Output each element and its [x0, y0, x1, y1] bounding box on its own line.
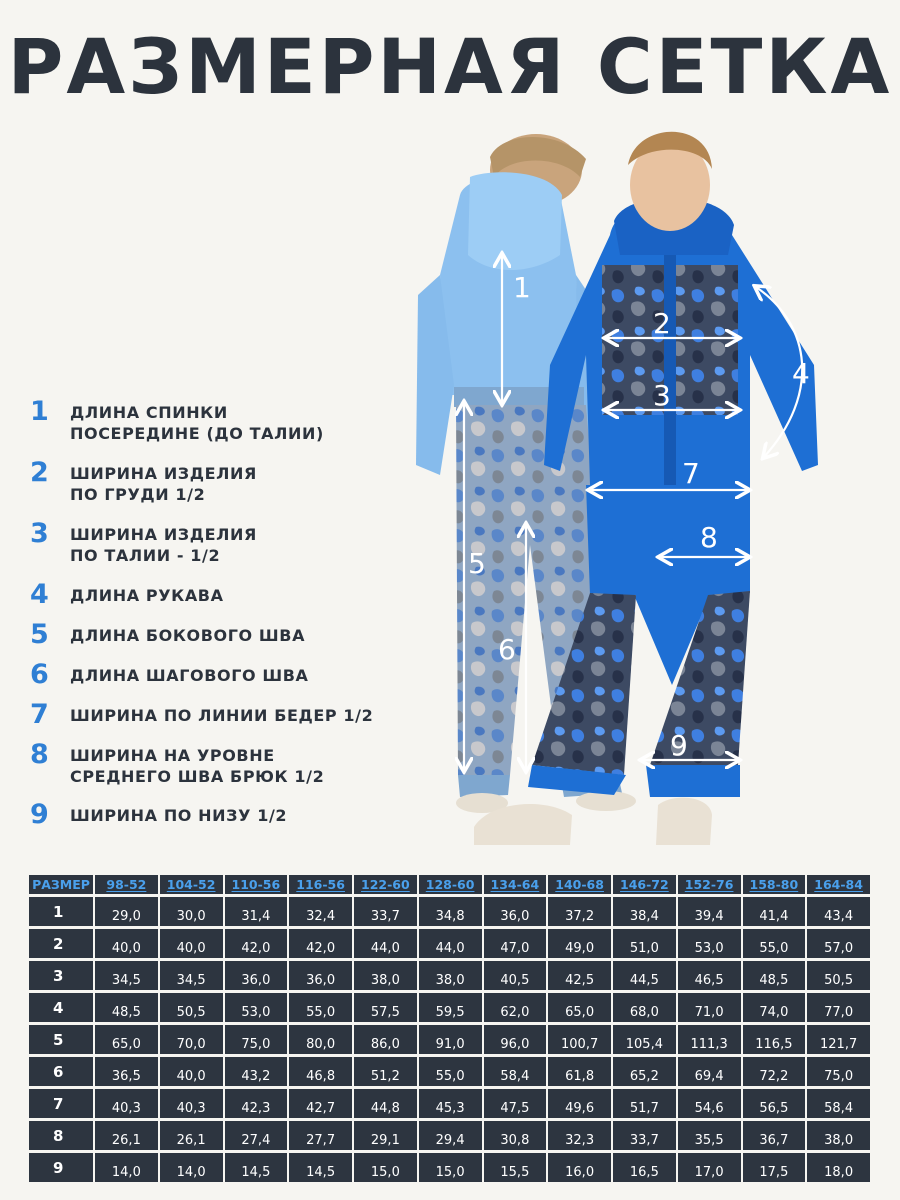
table-cell: 36,7 — [743, 1118, 808, 1150]
legend-number: 8 — [30, 739, 49, 770]
table-cell: 40,3 — [95, 1086, 160, 1118]
legend-number: 3 — [30, 518, 49, 549]
table-cell: 105,4 — [613, 1022, 678, 1054]
table-cell: 48,5 — [95, 990, 160, 1022]
size-table — [29, 875, 872, 1182]
table-cell: 32,3 — [548, 1118, 613, 1150]
table-cell: 55,0 — [743, 926, 808, 958]
table-cell: 39,4 — [678, 894, 743, 926]
table-cell: 51,7 — [613, 1086, 678, 1118]
size-column-header: 110-56 — [225, 875, 290, 894]
legend-item-5 — [30, 621, 305, 649]
table-cell: 111,3 — [678, 1022, 743, 1054]
table-cell: 16,0 — [548, 1150, 613, 1182]
size-table-header-row — [29, 875, 872, 894]
table-cell: 36,0 — [484, 894, 549, 926]
table-cell: 44,8 — [354, 1086, 419, 1118]
table-row — [29, 1054, 872, 1086]
table-cell: 50,5 — [807, 958, 872, 990]
legend-text: ДЛИНА ШАГОВОГО ШВА — [70, 666, 309, 685]
table-cell: 40,0 — [95, 926, 160, 958]
legend-text: ШИРИНА ПО ЛИНИИ БЕДЕР 1/2 — [70, 706, 374, 725]
legend-number: 2 — [30, 457, 49, 488]
table-cell: 42,5 — [548, 958, 613, 990]
table-cell: 44,5 — [613, 958, 678, 990]
table-cell: 61,8 — [548, 1054, 613, 1086]
table-cell: 57,0 — [807, 926, 872, 958]
table-cell: 43,4 — [807, 894, 872, 926]
table-cell: 100,7 — [548, 1022, 613, 1054]
table-cell: 42,3 — [225, 1086, 290, 1118]
legend-item-7 — [30, 701, 373, 729]
legend-number: 5 — [30, 619, 49, 650]
table-cell: 62,0 — [484, 990, 549, 1022]
row-measure-number: 6 — [29, 1054, 95, 1086]
table-cell: 30,8 — [484, 1118, 549, 1150]
legend-text: ШИРИНА ИЗДЕЛИЯ ПО ТАЛИИ - 1/2 — [70, 525, 257, 565]
size-column-header: 122-60 — [354, 875, 419, 894]
legend-item-1 — [30, 398, 324, 444]
table-cell: 55,0 — [289, 990, 354, 1022]
size-column-header: 158-80 — [743, 875, 808, 894]
table-cell: 18,0 — [807, 1150, 872, 1182]
table-cell: 65,0 — [548, 990, 613, 1022]
table-cell: 29,4 — [419, 1118, 484, 1150]
legend-number: 4 — [30, 579, 49, 610]
table-cell: 15,0 — [354, 1150, 419, 1182]
table-cell: 35,5 — [678, 1118, 743, 1150]
table-cell: 54,6 — [678, 1086, 743, 1118]
table-cell: 91,0 — [419, 1022, 484, 1054]
table-cell: 26,1 — [95, 1118, 160, 1150]
table-cell: 51,0 — [613, 926, 678, 958]
row-measure-number: 1 — [29, 894, 95, 926]
table-cell: 86,0 — [354, 1022, 419, 1054]
table-cell: 58,4 — [807, 1086, 872, 1118]
table-cell: 77,0 — [807, 990, 872, 1022]
table-cell: 65,0 — [95, 1022, 160, 1054]
table-cell: 41,4 — [743, 894, 808, 926]
table-cell: 65,2 — [613, 1054, 678, 1086]
measure-label-6: 6 — [498, 633, 516, 666]
legend-text: ДЛИНА БОКОВОГО ШВА — [70, 626, 306, 645]
table-cell: 70,0 — [160, 1022, 225, 1054]
table-cell: 49,6 — [548, 1086, 613, 1118]
table-cell: 56,5 — [743, 1086, 808, 1118]
table-cell: 68,0 — [613, 990, 678, 1022]
measure-label-3: 3 — [653, 379, 671, 412]
table-cell: 69,4 — [678, 1054, 743, 1086]
table-cell: 36,5 — [95, 1054, 160, 1086]
legend-number: 9 — [30, 799, 49, 830]
table-cell: 48,5 — [743, 958, 808, 990]
table-cell: 55,0 — [419, 1054, 484, 1086]
table-cell: 75,0 — [225, 1022, 290, 1054]
table-cell: 36,0 — [225, 958, 290, 990]
table-cell: 14,5 — [225, 1150, 290, 1182]
table-cell: 42,7 — [289, 1086, 354, 1118]
table-cell: 16,5 — [613, 1150, 678, 1182]
table-cell: 34,5 — [95, 958, 160, 990]
size-column-header: 98-52 — [95, 875, 160, 894]
table-cell: 47,0 — [484, 926, 549, 958]
table-cell: 15,0 — [419, 1150, 484, 1182]
legend-text: ДЛИНА РУКАВА — [70, 586, 224, 605]
table-cell: 49,0 — [548, 926, 613, 958]
table-row — [29, 926, 872, 958]
table-row — [29, 894, 872, 926]
table-cell: 26,1 — [160, 1118, 225, 1150]
table-cell: 40,3 — [160, 1086, 225, 1118]
table-cell: 116,5 — [743, 1022, 808, 1054]
table-cell: 33,7 — [354, 894, 419, 926]
size-table-body — [29, 894, 872, 1182]
legend-item-3 — [30, 520, 257, 566]
legend-text: ШИРИНА ПО НИЗУ 1/2 — [70, 806, 288, 825]
table-row — [29, 1118, 872, 1150]
table-cell: 38,4 — [613, 894, 678, 926]
table-cell: 14,0 — [160, 1150, 225, 1182]
size-column-header: 152-76 — [678, 875, 743, 894]
table-cell: 72,2 — [743, 1054, 808, 1086]
table-cell: 74,0 — [743, 990, 808, 1022]
table-cell: 44,0 — [419, 926, 484, 958]
table-cell: 46,8 — [289, 1054, 354, 1086]
size-column-header: 134-64 — [484, 875, 549, 894]
table-cell: 42,0 — [289, 926, 354, 958]
measure-label-8: 8 — [700, 521, 718, 554]
table-cell: 14,0 — [95, 1150, 160, 1182]
table-row — [29, 1086, 872, 1118]
row-measure-number: 4 — [29, 990, 95, 1022]
table-cell: 34,5 — [160, 958, 225, 990]
page-title: РАЗМЕРНАЯ СЕТКА — [7, 22, 893, 111]
size-column-header: 164-84 — [807, 875, 872, 894]
table-cell: 38,0 — [807, 1118, 872, 1150]
table-cell: 32,4 — [289, 894, 354, 926]
legend-item-2 — [30, 459, 257, 505]
table-cell: 30,0 — [160, 894, 225, 926]
measure-label-5: 5 — [468, 547, 486, 580]
table-cell: 38,0 — [354, 958, 419, 990]
table-cell: 33,7 — [613, 1118, 678, 1150]
table-cell: 59,5 — [419, 990, 484, 1022]
row-measure-number: 8 — [29, 1118, 95, 1150]
measure-label-4: 4 — [792, 357, 810, 390]
table-cell: 15,5 — [484, 1150, 549, 1182]
table-row — [29, 1022, 872, 1054]
row-measure-number: 7 — [29, 1086, 95, 1118]
row-measure-number: 5 — [29, 1022, 95, 1054]
row-measure-number: 9 — [29, 1150, 95, 1182]
table-cell: 46,5 — [678, 958, 743, 990]
table-cell: 40,0 — [160, 926, 225, 958]
legend-text: ДЛИНА СПИНКИ ПОСЕРЕДИНЕ (ДО ТАЛИИ) — [70, 403, 324, 443]
table-cell: 43,2 — [225, 1054, 290, 1086]
table-row — [29, 1150, 872, 1182]
table-cell: 47,5 — [484, 1086, 549, 1118]
legend-text: ШИРИНА ИЗДЕЛИЯ ПО ГРУДИ 1/2 — [70, 464, 257, 504]
legend-number: 7 — [30, 699, 49, 730]
size-column-header: 104-52 — [160, 875, 225, 894]
table-row — [29, 990, 872, 1022]
table-cell: 121,7 — [807, 1022, 872, 1054]
legend-item-4 — [30, 581, 224, 609]
measure-label-1: 1 — [513, 271, 531, 304]
table-cell: 50,5 — [160, 990, 225, 1022]
row-measure-number: 2 — [29, 926, 95, 958]
table-cell: 40,0 — [160, 1054, 225, 1086]
table-cell: 53,0 — [678, 926, 743, 958]
legend-item-9 — [30, 801, 287, 829]
legend-text: ШИРИНА НА УРОВНЕ СРЕДНЕГО ШВА БРЮК 1/2 — [70, 746, 325, 786]
table-cell: 40,5 — [484, 958, 549, 990]
row-measure-number: 3 — [29, 958, 95, 990]
size-column-header: 116-56 — [289, 875, 354, 894]
size-column-header: 128-60 — [419, 875, 484, 894]
table-cell: 29,0 — [95, 894, 160, 926]
size-column-header: 146-72 — [613, 875, 678, 894]
legend-item-8 — [30, 741, 324, 787]
table-cell: 45,3 — [419, 1086, 484, 1118]
table-cell: 75,0 — [807, 1054, 872, 1086]
table-row — [29, 958, 872, 990]
measure-label-9: 9 — [670, 729, 688, 762]
table-cell: 14,5 — [289, 1150, 354, 1182]
measure-label-7: 7 — [682, 457, 700, 490]
table-cell: 51,2 — [354, 1054, 419, 1086]
table-cell: 58,4 — [484, 1054, 549, 1086]
table-cell: 27,7 — [289, 1118, 354, 1150]
table-cell: 71,0 — [678, 990, 743, 1022]
table-cell: 80,0 — [289, 1022, 354, 1054]
table-cell: 17,5 — [743, 1150, 808, 1182]
size-column-header: 140-68 — [548, 875, 613, 894]
legend-number: 1 — [30, 396, 49, 427]
table-cell: 36,0 — [289, 958, 354, 990]
table-cell: 29,1 — [354, 1118, 419, 1150]
table-cell: 44,0 — [354, 926, 419, 958]
overalls-illustration — [410, 125, 830, 860]
table-cell: 34,8 — [419, 894, 484, 926]
table-cell: 31,4 — [225, 894, 290, 926]
table-cell: 27,4 — [225, 1118, 290, 1150]
legend-item-6 — [30, 661, 309, 689]
table-cell: 96,0 — [484, 1022, 549, 1054]
legend-number: 6 — [30, 659, 49, 690]
table-cell: 42,0 — [225, 926, 290, 958]
size-table-corner: РАЗМЕР — [29, 875, 95, 894]
table-cell: 38,0 — [419, 958, 484, 990]
table-cell: 53,0 — [225, 990, 290, 1022]
table-cell: 57,5 — [354, 990, 419, 1022]
table-cell: 17,0 — [678, 1150, 743, 1182]
measure-label-2: 2 — [653, 307, 671, 340]
table-cell: 37,2 — [548, 894, 613, 926]
